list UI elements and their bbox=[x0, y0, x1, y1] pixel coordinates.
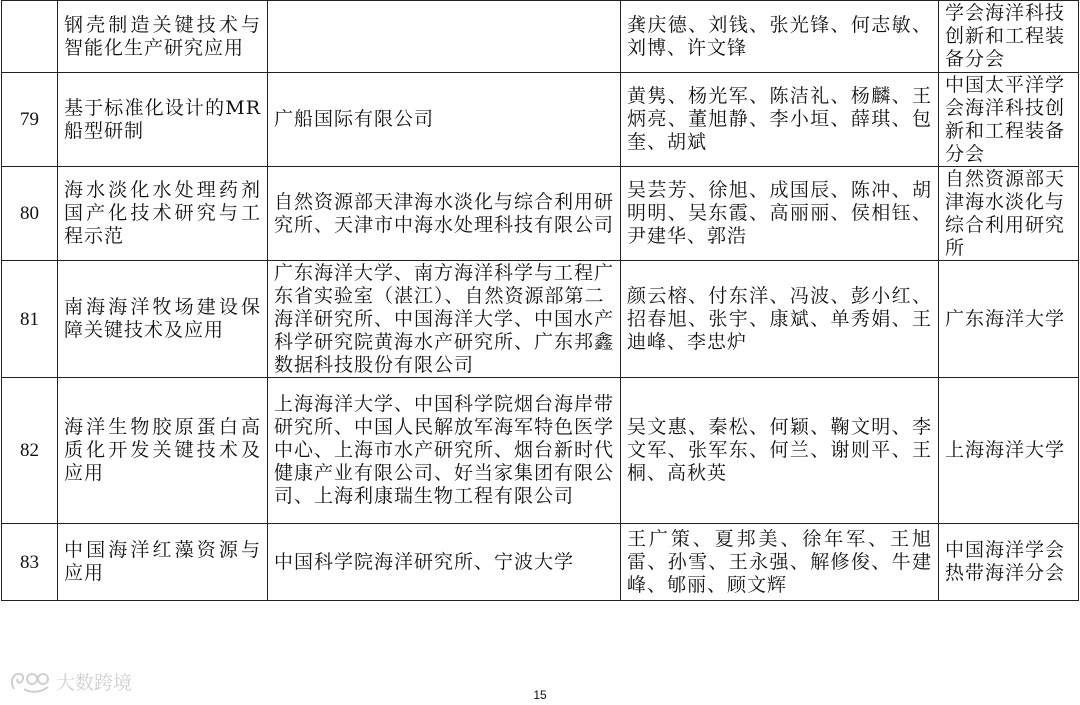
completing-people: 吴文惠、秦松、何颖、鞠文明、李文军、张军东、何兰、谢则平、王桐、高秋英 bbox=[621, 378, 939, 524]
completing-people: 王广策、夏邦美、徐年军、王旭雷、孙雪、王永强、解修俊、牛建峰、郇丽、顾文辉 bbox=[621, 524, 939, 601]
row-number: 80 bbox=[2, 167, 58, 261]
page-number: 15 bbox=[533, 688, 547, 702]
completing-people: 吴芸芳、徐旭、成国辰、陈冲、胡明明、吴东霞、高丽丽、侯相钰、尹建华、郭浩 bbox=[621, 167, 939, 261]
table-row bbox=[2, 1, 1079, 73]
completing-units: 上海海洋大学、中国科学院烟台海岸带研究所、中国人民解放军海军特色医学中心、上海市水产研究所、烟台新时代健康产业有限公司、好当家集团有限公司、上海利康瑞生物工程有限公司 bbox=[268, 378, 621, 524]
nominating-unit: 上海海洋大学 bbox=[939, 378, 1079, 524]
completing-people: 黄隽、杨光军、陈洁礼、杨麟、王炳亮、董旭静、李小垣、薛琪、包奎、胡斌 bbox=[621, 73, 939, 167]
project-name: 钢壳制造关键技术与智能化生产研究应用 bbox=[58, 1, 268, 73]
project-name: 海水淡化水处理药剂国产化技术研究与工程示范 bbox=[58, 167, 268, 261]
watermark-text: 大数跨境 bbox=[56, 672, 133, 694]
row-number bbox=[2, 1, 58, 73]
completing-units: 广船国际有限公司 bbox=[268, 73, 621, 167]
nominating-unit: 中国太平洋学会海洋科技创新和工程装备分会 bbox=[939, 73, 1079, 167]
nominating-unit: 自然资源部天津海水淡化与综合利用研究所 bbox=[939, 167, 1079, 261]
nominating-unit: 中国海洋学会热带海洋分会 bbox=[939, 524, 1079, 601]
completing-people: 颜云榕、付东洋、冯波、彭小红、招春旭、张宇、康斌、单秀娟、王迪峰、李忠炉 bbox=[621, 261, 939, 378]
row-number: 81 bbox=[2, 261, 58, 378]
project-name: 海洋生物胶原蛋白高质化开发关键技术及应用 bbox=[58, 378, 268, 524]
award-table bbox=[1, 0, 1079, 601]
table-row bbox=[2, 167, 1079, 261]
row-number: 79 bbox=[2, 73, 58, 167]
project-name: 中国海洋红藻资源与应用 bbox=[58, 524, 268, 601]
project-name: 基于标准化设计的MR船型研制 bbox=[58, 73, 268, 167]
nominating-unit: 学会海洋科技创新和工程装备分会 bbox=[939, 1, 1079, 73]
row-number: 83 bbox=[2, 524, 58, 601]
completing-units: 中国科学院海洋研究所、宁波大学 bbox=[268, 524, 621, 601]
project-name: 南海海洋牧场建设保障关键技术及应用 bbox=[58, 261, 268, 378]
completing-units: 广东海洋大学、南方海洋科学与工程广东省实验室（湛江）、自然资源部第二海洋研究所、中国海洋大学、中国水产科学研究院黄海水产研究所、广东邦鑫数据科技股份有限公司 bbox=[268, 261, 621, 378]
table-row bbox=[2, 261, 1079, 378]
table-row bbox=[2, 524, 1079, 601]
table-row bbox=[2, 73, 1079, 167]
row-number: 82 bbox=[2, 378, 58, 524]
completing-units: 自然资源部天津海水淡化与综合利用研究所、天津市中海水处理科技有限公司 bbox=[268, 167, 621, 261]
nominating-unit: 广东海洋大学 bbox=[939, 261, 1079, 378]
completing-people: 龚庆德、刘钱、张光锋、何志敏、刘博、许文锋 bbox=[621, 1, 939, 73]
completing-units bbox=[268, 1, 621, 73]
table-row bbox=[2, 378, 1079, 524]
